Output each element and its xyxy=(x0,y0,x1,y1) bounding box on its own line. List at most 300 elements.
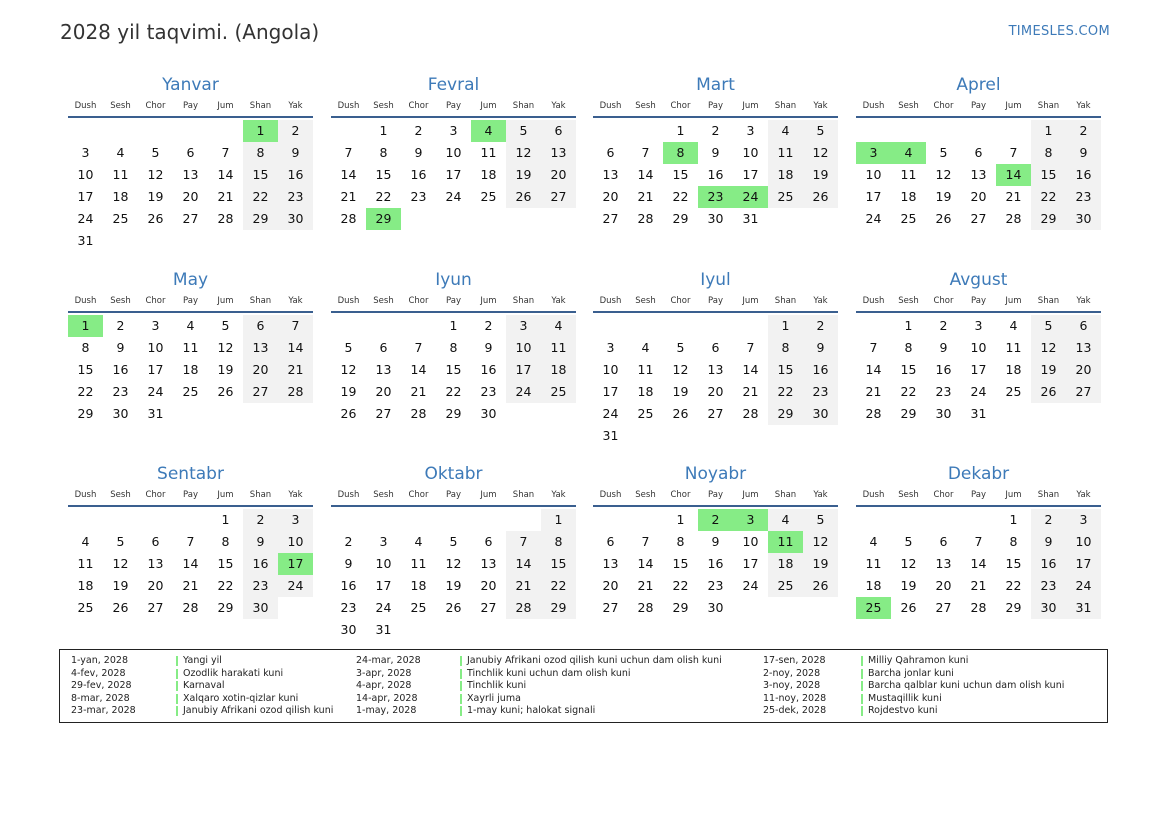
holiday-name: 1-may kuni; halokat signali xyxy=(467,705,596,717)
weekend-day-cell: 20 xyxy=(243,359,278,381)
day-cell: 7 xyxy=(974,534,983,549)
holiday-date: 17-sen, 2028 xyxy=(763,655,826,666)
weekend-day-cell: 26 xyxy=(506,186,541,208)
holiday-marker xyxy=(176,669,178,679)
holiday-date: 11-noy, 2028 xyxy=(763,692,827,704)
day-cell: 19 xyxy=(445,578,462,593)
day-cell: 26 xyxy=(112,600,129,615)
day-cell: 18 xyxy=(112,189,129,204)
weekend-day-cell: 16 xyxy=(1066,164,1101,186)
header-rule xyxy=(68,311,313,313)
day-cell: 22 xyxy=(375,189,392,204)
day-cell: 7 xyxy=(641,534,650,549)
weekday-label: Shan xyxy=(512,490,535,500)
day-cell: 31 xyxy=(375,622,392,637)
weekday-label: Yak xyxy=(1076,101,1091,111)
day-cell: 9 xyxy=(711,534,720,549)
month-name: Aprel xyxy=(956,75,1001,95)
weekday-label: Sesh xyxy=(635,101,656,111)
weekend-day-cell: 25 xyxy=(541,381,576,403)
day-cell: 11 xyxy=(1005,340,1022,355)
empty-cell xyxy=(68,509,103,531)
holiday-name: Janubiy Afrikani ozod qilish kuni uchun dam olish kuni xyxy=(467,655,722,666)
day-cell: 15 xyxy=(77,362,94,377)
weekday-label: Sesh xyxy=(110,490,131,500)
weekday-label: Dush xyxy=(599,296,622,306)
day-cell: 30 xyxy=(112,406,129,421)
day-cell: 11 xyxy=(480,145,497,160)
weekend-day-cell: 31 xyxy=(1066,597,1101,619)
weekday-label: Jum xyxy=(1005,296,1022,306)
weekend-day-cell: 12 xyxy=(803,142,838,164)
day-cell: 3 xyxy=(606,340,615,355)
day-cell: 31 xyxy=(742,211,759,226)
day-cell: 9 xyxy=(344,556,353,571)
day-cell: 11 xyxy=(637,362,654,377)
brand-link[interactable]: TIMESLES.COM xyxy=(1008,24,1110,39)
day-cell: 28 xyxy=(1005,211,1022,226)
day-cell: 3 xyxy=(379,534,388,549)
weekday-label: Sesh xyxy=(110,296,131,306)
weekend-day-cell: 10 xyxy=(278,531,313,553)
day-cell: 16 xyxy=(707,167,724,182)
holiday-name: Janubiy Afrikani ozod qilish kuni xyxy=(183,705,334,717)
day-cell: 20 xyxy=(935,578,952,593)
day-cell: 6 xyxy=(606,534,615,549)
day-cell: 15 xyxy=(1005,556,1022,571)
legend-row xyxy=(356,680,696,693)
weekday-label: Sesh xyxy=(635,490,656,500)
weekday-label: Pay xyxy=(708,490,723,500)
weekend-day-cell: 13 xyxy=(1066,337,1101,359)
day-cell: 13 xyxy=(707,362,724,377)
day-cell: 24 xyxy=(147,384,164,399)
day-cell: 13 xyxy=(602,167,619,182)
legend-row xyxy=(356,693,696,706)
month-name: Mart xyxy=(696,75,735,95)
day-cell: 20 xyxy=(970,189,987,204)
day-cell: 6 xyxy=(606,145,615,160)
day-cell: 10 xyxy=(147,340,164,355)
day-cell: 31 xyxy=(602,428,619,443)
holiday-marker xyxy=(176,656,178,666)
weekday-label: Shan xyxy=(249,101,272,111)
day-cell: 13 xyxy=(147,556,164,571)
weekday-label: Yak xyxy=(551,101,566,111)
legend-row xyxy=(356,655,722,668)
day-cell: 26 xyxy=(900,600,917,615)
day-cell: 3 xyxy=(81,145,90,160)
weekday-header xyxy=(68,295,313,311)
holiday-day-cell: 11 xyxy=(768,531,803,553)
days-grid xyxy=(68,315,313,425)
days-grid xyxy=(593,509,838,619)
day-cell: 6 xyxy=(151,534,160,549)
day-cell: 4 xyxy=(81,534,90,549)
weekend-day-cell: 28 xyxy=(506,597,541,619)
day-cell: 27 xyxy=(602,211,619,226)
weekday-label: Sesh xyxy=(898,490,919,500)
weekend-day-cell: 3 xyxy=(1066,509,1101,531)
day-cell: 18 xyxy=(900,189,917,204)
holiday-marker xyxy=(861,706,863,716)
day-cell: 6 xyxy=(186,145,195,160)
header-rule xyxy=(331,116,576,118)
day-cell: 8 xyxy=(676,534,685,549)
weekend-day-cell: 18 xyxy=(541,359,576,381)
day-cell: 17 xyxy=(77,189,94,204)
month-oktabr xyxy=(331,463,576,641)
day-cell: 18 xyxy=(480,167,497,182)
weekday-label: Chor xyxy=(933,296,954,306)
weekend-day-cell: 30 xyxy=(243,597,278,619)
weekday-header xyxy=(331,489,576,505)
day-cell: 31 xyxy=(77,233,94,248)
day-cell: 20 xyxy=(147,578,164,593)
day-cell: 22 xyxy=(217,578,234,593)
weekend-day-cell: 2 xyxy=(803,315,838,337)
holiday-name: Rojdestvo kuni xyxy=(868,705,938,717)
day-cell: 21 xyxy=(742,384,759,399)
weekend-day-cell: 5 xyxy=(803,120,838,142)
header-rule xyxy=(593,116,838,118)
holiday-marker xyxy=(861,669,863,679)
month-name: Dekabr xyxy=(947,464,1010,484)
day-cell: 29 xyxy=(77,406,94,421)
holiday-day-cell: 24 xyxy=(733,186,768,208)
day-cell: 20 xyxy=(602,578,619,593)
day-cell: 17 xyxy=(445,167,462,182)
weekend-day-cell: 21 xyxy=(278,359,313,381)
weekday-label: Sesh xyxy=(110,101,131,111)
day-cell: 17 xyxy=(147,362,164,377)
day-cell: 19 xyxy=(217,362,234,377)
month-yanvar xyxy=(68,74,313,252)
day-cell: 11 xyxy=(900,167,917,182)
holiday-name: Mustaqillik kuni xyxy=(868,692,942,704)
weekday-header xyxy=(593,295,838,311)
day-cell: 24 xyxy=(77,211,94,226)
day-cell: 27 xyxy=(602,600,619,615)
day-cell: 2 xyxy=(484,318,493,333)
legend-row xyxy=(763,693,1103,706)
day-cell: 30 xyxy=(935,406,952,421)
weekday-label: Pay xyxy=(708,101,723,111)
weekday-label: Pay xyxy=(446,101,461,111)
weekend-day-cell: 27 xyxy=(243,381,278,403)
empty-cell xyxy=(891,509,926,531)
empty-cell xyxy=(103,509,138,531)
weekend-day-cell: 3 xyxy=(278,509,313,531)
day-cell: 25 xyxy=(480,189,497,204)
weekday-label: Shan xyxy=(774,101,797,111)
day-cell: 8 xyxy=(81,340,90,355)
weekend-day-cell: 23 xyxy=(1066,186,1101,208)
empty-cell xyxy=(961,509,996,531)
day-cell: 29 xyxy=(672,211,689,226)
weekend-day-cell: 28 xyxy=(278,381,313,403)
day-cell: 4 xyxy=(869,534,878,549)
empty-cell xyxy=(506,509,541,531)
day-cell: 12 xyxy=(445,556,462,571)
day-cell: 8 xyxy=(1009,534,1018,549)
day-cell: 28 xyxy=(340,211,357,226)
weekday-label: Shan xyxy=(512,296,535,306)
day-cell: 23 xyxy=(340,600,357,615)
day-cell: 8 xyxy=(379,145,388,160)
empty-cell xyxy=(471,509,506,531)
day-cell: 18 xyxy=(410,578,427,593)
weekend-day-cell: 4 xyxy=(541,315,576,337)
weekend-day-cell: 4 xyxy=(768,120,803,142)
day-cell: 9 xyxy=(939,340,948,355)
weekday-label: Yak xyxy=(1076,296,1091,306)
legend-row xyxy=(356,705,696,718)
month-sentabr xyxy=(68,463,313,619)
weekday-label: Yak xyxy=(1076,490,1091,500)
day-cell: 18 xyxy=(77,578,94,593)
empty-cell xyxy=(366,315,401,337)
day-cell: 22 xyxy=(672,578,689,593)
weekday-label: Jum xyxy=(742,101,759,111)
weekday-label: Jum xyxy=(480,101,497,111)
weekday-label: Sesh xyxy=(635,296,656,306)
day-cell: 25 xyxy=(637,406,654,421)
weekend-day-cell: 2 xyxy=(1066,120,1101,142)
day-cell: 14 xyxy=(970,556,987,571)
day-cell: 10 xyxy=(865,167,882,182)
day-cell: 5 xyxy=(344,340,353,355)
holiday-date: 4-fev, 2028 xyxy=(71,667,126,679)
weekend-day-cell: 29 xyxy=(768,403,803,425)
day-cell: 7 xyxy=(869,340,878,355)
weekend-day-cell: 17 xyxy=(506,359,541,381)
weekday-label: Jum xyxy=(217,101,234,111)
month-fevral xyxy=(331,74,576,230)
day-cell: 22 xyxy=(900,384,917,399)
holiday-day-cell: 23 xyxy=(698,186,733,208)
month-mart xyxy=(593,74,838,230)
legend-row xyxy=(763,705,1103,718)
day-cell: 6 xyxy=(484,534,493,549)
legend-row xyxy=(763,680,1103,693)
day-cell: 2 xyxy=(939,318,948,333)
weekend-day-cell: 2 xyxy=(1031,509,1066,531)
holiday-name: Tinchlik kuni uchun dam olish kuni xyxy=(467,667,631,679)
weekend-day-cell: 14 xyxy=(278,337,313,359)
weekday-label: Pay xyxy=(971,101,986,111)
page-title: 2028 yil taqvimi. (Angola) xyxy=(60,20,320,44)
day-cell: 29 xyxy=(900,406,917,421)
holiday-name: Barcha qalblar kuni uchun dam olish kuni xyxy=(868,680,1065,692)
weekend-day-cell: 20 xyxy=(541,164,576,186)
holiday-day-cell: 8 xyxy=(663,142,698,164)
day-cell: 23 xyxy=(707,578,724,593)
day-cell: 10 xyxy=(445,145,462,160)
weekend-day-cell: 16 xyxy=(243,553,278,575)
holiday-day-cell: 2 xyxy=(698,509,733,531)
days-grid xyxy=(856,315,1101,425)
day-cell: 30 xyxy=(480,406,497,421)
weekday-label: Shan xyxy=(512,101,535,111)
day-cell: 13 xyxy=(375,362,392,377)
weekend-day-cell: 4 xyxy=(768,509,803,531)
weekend-day-cell: 29 xyxy=(243,208,278,230)
holiday-date: 25-dek, 2028 xyxy=(763,705,827,717)
weekend-day-cell: 19 xyxy=(803,164,838,186)
day-cell: 23 xyxy=(410,189,427,204)
weekend-day-cell: 30 xyxy=(1031,597,1066,619)
day-cell: 7 xyxy=(344,145,353,160)
day-cell: 26 xyxy=(147,211,164,226)
holiday-marker xyxy=(176,694,178,704)
day-cell: 2 xyxy=(414,123,423,138)
weekday-label: Jum xyxy=(217,490,234,500)
weekend-day-cell: 2 xyxy=(278,120,313,142)
weekday-label: Yak xyxy=(813,490,828,500)
weekday-label: Sesh xyxy=(898,296,919,306)
holiday-day-cell: 29 xyxy=(366,208,401,230)
day-cell: 28 xyxy=(865,406,882,421)
day-cell: 4 xyxy=(186,318,195,333)
day-cell: 19 xyxy=(672,384,689,399)
day-cell: 15 xyxy=(375,167,392,182)
day-cell: 12 xyxy=(147,167,164,182)
month-name: Fevral xyxy=(427,75,480,95)
weekday-label: Chor xyxy=(933,490,954,500)
day-cell: 18 xyxy=(182,362,199,377)
day-cell: 2 xyxy=(711,123,720,138)
day-cell: 10 xyxy=(742,534,759,549)
weekend-day-cell: 10 xyxy=(506,337,541,359)
day-cell: 9 xyxy=(116,340,125,355)
weekday-label: Pay xyxy=(183,296,198,306)
empty-cell xyxy=(926,120,961,142)
empty-cell xyxy=(628,509,663,531)
day-cell: 31 xyxy=(970,406,987,421)
day-cell: 22 xyxy=(445,384,462,399)
day-cell: 24 xyxy=(602,406,619,421)
day-cell: 1 xyxy=(676,123,685,138)
weekend-day-cell: 18 xyxy=(768,553,803,575)
day-cell: 1 xyxy=(1009,512,1018,527)
weekday-header xyxy=(593,100,838,116)
day-cell: 14 xyxy=(865,362,882,377)
day-cell: 1 xyxy=(221,512,230,527)
weekend-day-cell: 1 xyxy=(768,315,803,337)
weekday-header xyxy=(856,100,1101,116)
weekend-day-cell: 16 xyxy=(1031,553,1066,575)
weekday-label: Jum xyxy=(1005,101,1022,111)
day-cell: 27 xyxy=(147,600,164,615)
weekday-label: Yak xyxy=(813,101,828,111)
day-cell: 25 xyxy=(1005,384,1022,399)
day-cell: 29 xyxy=(445,406,462,421)
weekday-label: Chor xyxy=(408,101,429,111)
weekend-day-cell: 13 xyxy=(541,142,576,164)
weekday-label: Jum xyxy=(217,296,234,306)
day-cell: 15 xyxy=(672,167,689,182)
day-cell: 12 xyxy=(935,167,952,182)
weekday-label: Jum xyxy=(480,490,497,500)
month-noyabr xyxy=(593,463,838,619)
day-cell: 13 xyxy=(602,556,619,571)
weekend-day-cell: 8 xyxy=(1031,142,1066,164)
day-cell: 25 xyxy=(410,600,427,615)
weekend-day-cell: 10 xyxy=(1066,531,1101,553)
weekday-label: Dush xyxy=(337,101,360,111)
day-cell: 16 xyxy=(112,362,129,377)
weekend-day-cell: 23 xyxy=(1031,575,1066,597)
day-cell: 12 xyxy=(340,362,357,377)
empty-cell xyxy=(593,315,628,337)
holiday-day-cell: 14 xyxy=(996,164,1031,186)
day-cell: 21 xyxy=(970,578,987,593)
holiday-date: 4-apr, 2028 xyxy=(356,680,412,692)
legend-row xyxy=(356,668,696,681)
day-cell: 14 xyxy=(182,556,199,571)
day-cell: 26 xyxy=(672,406,689,421)
weekend-day-cell: 9 xyxy=(1031,531,1066,553)
day-cell: 28 xyxy=(970,600,987,615)
day-cell: 12 xyxy=(112,556,129,571)
weekend-day-cell: 30 xyxy=(278,208,313,230)
empty-cell xyxy=(366,509,401,531)
legend-column xyxy=(356,655,722,718)
weekend-day-cell: 9 xyxy=(278,142,313,164)
day-cell: 26 xyxy=(445,600,462,615)
holiday-date: 1-may, 2028 xyxy=(356,705,417,717)
day-cell: 7 xyxy=(746,340,755,355)
weekday-label: Yak xyxy=(551,490,566,500)
day-cell: 8 xyxy=(904,340,913,355)
month-name: Yanvar xyxy=(162,75,219,95)
day-cell: 20 xyxy=(480,578,497,593)
day-cell: 19 xyxy=(900,578,917,593)
day-cell: 5 xyxy=(676,340,685,355)
holiday-marker xyxy=(861,656,863,666)
weekday-label: Jum xyxy=(480,296,497,306)
empty-cell xyxy=(856,315,891,337)
day-cell: 1 xyxy=(379,123,388,138)
day-cell: 10 xyxy=(375,556,392,571)
weekday-label: Sesh xyxy=(373,296,394,306)
weekday-label: Sesh xyxy=(373,101,394,111)
empty-cell xyxy=(401,509,436,531)
weekday-label: Chor xyxy=(933,101,954,111)
holiday-date: 1-yan, 2028 xyxy=(71,655,128,666)
holiday-date: 3-noy, 2028 xyxy=(763,680,821,692)
holiday-name: Tinchlik kuni xyxy=(467,680,527,692)
day-cell: 25 xyxy=(182,384,199,399)
weekend-day-cell: 7 xyxy=(278,315,313,337)
weekend-day-cell: 1 xyxy=(541,509,576,531)
day-cell: 15 xyxy=(672,556,689,571)
day-cell: 29 xyxy=(672,600,689,615)
weekend-day-cell: 15 xyxy=(768,359,803,381)
day-cell: 23 xyxy=(480,384,497,399)
empty-cell xyxy=(856,120,891,142)
days-grid xyxy=(331,315,576,425)
weekday-label: Dush xyxy=(862,101,885,111)
day-cell: 28 xyxy=(182,600,199,615)
weekday-header xyxy=(856,295,1101,311)
day-cell: 11 xyxy=(112,167,129,182)
weekday-label: Dush xyxy=(337,490,360,500)
weekend-day-cell: 19 xyxy=(1031,359,1066,381)
holiday-name: Barcha jonlar kuni xyxy=(868,667,954,679)
weekday-label: Sesh xyxy=(373,490,394,500)
